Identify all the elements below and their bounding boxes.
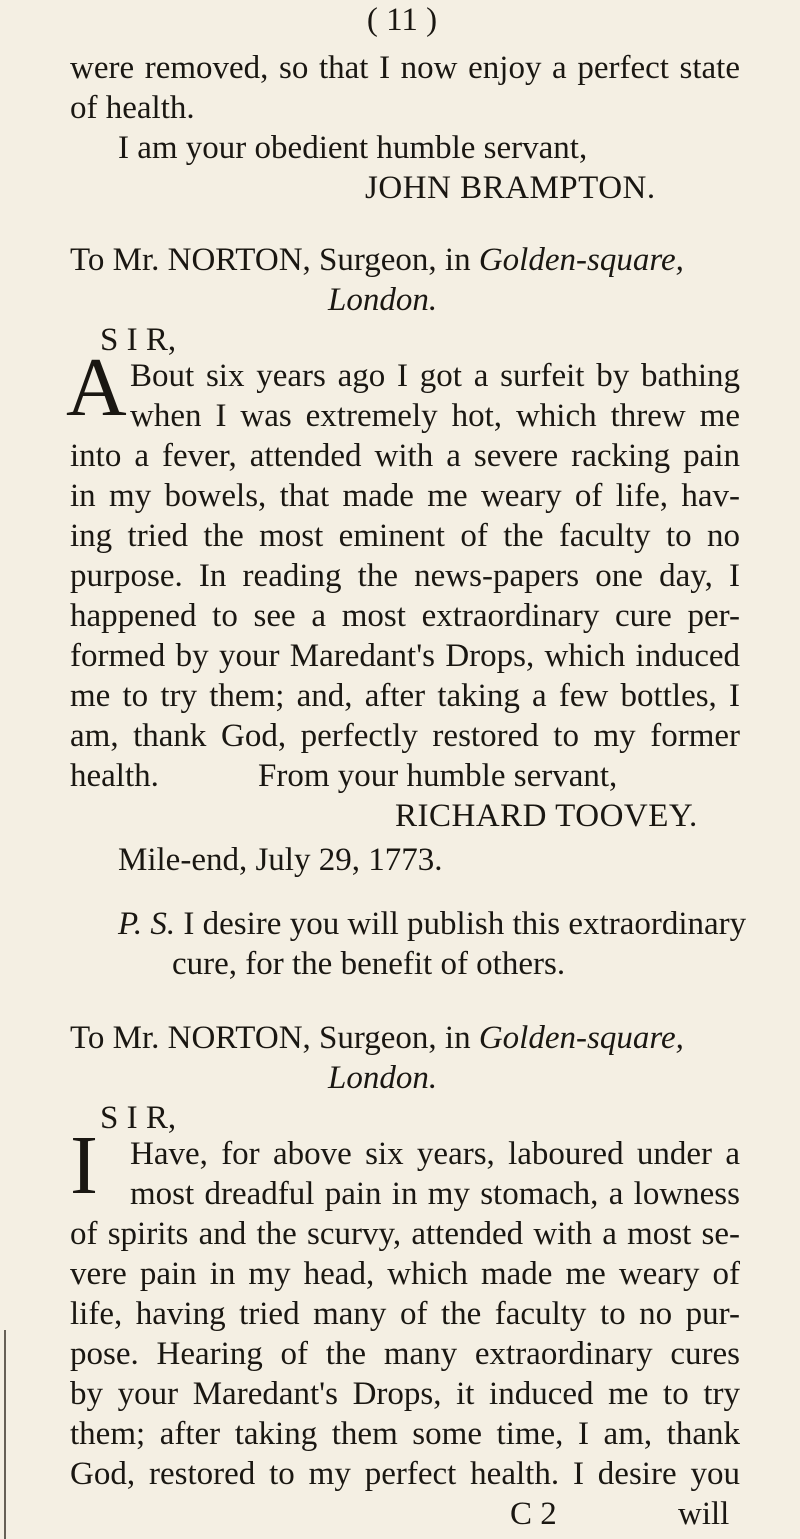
letter2-body-line-10: am, thank God, perfectly restored to my former	[70, 718, 740, 754]
letter1-line-1: were removed, so that I now enjoy a perfect state	[70, 50, 740, 86]
letter2-salutation: S I R,	[100, 322, 177, 358]
signature-mark: C 2	[510, 1496, 557, 1532]
letter2-body-line-2: when I was extremely hot, which threw me	[130, 398, 740, 434]
letter2-place-date: Mile-end, July 29, 1773.	[118, 842, 443, 878]
address-place: Golden-square,	[478, 1020, 684, 1056]
letter3-body-line-1: Have, for above six years, laboured under a	[130, 1136, 740, 1172]
letter3-address	[70, 1018, 684, 1058]
letter3-body-line-3: of spirits and the scurvy, attended with a most se-	[70, 1216, 740, 1252]
ps-label: P. S.	[118, 906, 176, 942]
letter2-postscript-line-2: cure, for the benefit of others.	[172, 946, 566, 982]
letter2-body-line-9: me to try them; and, after taking a few bottles, I	[70, 678, 740, 714]
letter2-body-line-11b: From your humble servant,	[258, 758, 618, 794]
letter3-body-line-9: God, restored to my perfect health. I desire you	[70, 1456, 740, 1492]
letter2-body-line-11a: health.	[70, 758, 159, 794]
letter3-body-line-2: most dreadful pain in my stomach, a lowness	[130, 1176, 740, 1212]
letter3-body-line-4: vere pain in my head, which made me weary of	[70, 1256, 740, 1292]
address-text: To Mr. NORTON, Surgeon, in	[70, 1020, 471, 1056]
letter3-drop-cap: I	[70, 1119, 98, 1212]
letter3-body-line-7: by your Maredant's Drops, it induced me to try	[70, 1376, 740, 1412]
letter2-postscript-line-1	[118, 904, 747, 944]
letter3-body-line-8: them; after taking them some time, I am, thank	[70, 1416, 740, 1452]
letter2-body-line-4: in my bowels, that made me weary of life, hav-	[70, 478, 740, 514]
letter1-closing: I am your obedient humble servant,	[118, 130, 588, 166]
letter2-body-line-8: formed by your Maredant's Drops, which induced	[70, 638, 740, 674]
letter3-body-line-6: pose. Hearing of the many extraordinary cures	[70, 1336, 740, 1372]
letter2-body-line-3: into a fever, attended with a severe racking pain	[70, 438, 740, 474]
letter2-body-line-7: happened to see a most extraordinary cure per-	[70, 598, 740, 634]
letter2-signature: RICHARD TOOVEY.	[395, 798, 698, 834]
page-number: ( 11 )	[366, 2, 438, 38]
letter2-city: London.	[328, 282, 438, 318]
letter2-address	[70, 240, 684, 280]
address-place: Golden-square,	[478, 242, 684, 278]
letter3-body-line-5: life, having tried many of the faculty to no pur-	[70, 1296, 740, 1332]
letter3-city: London.	[328, 1060, 438, 1096]
address-text: To Mr. NORTON, Surgeon, in	[70, 242, 471, 278]
letter2-body-line-1: Bout six years ago I got a surfeit by bathing	[130, 358, 740, 394]
ps-text: I desire you will publish this extraordinary	[183, 906, 747, 942]
letter1-line-2: of health.	[70, 90, 195, 126]
catchword: will	[678, 1496, 730, 1532]
letter2-drop-cap: A	[66, 341, 127, 434]
letter3-salutation: S I R,	[100, 1100, 177, 1136]
letter1-signature: JOHN BRAMPTON.	[365, 170, 656, 206]
letter2-body-line-6: purpose. In reading the news-papers one day, I	[70, 558, 740, 594]
letter2-body-line-5: ing tried the most eminent of the faculty to no	[70, 518, 740, 554]
gutter-shadow	[4, 1330, 6, 1539]
